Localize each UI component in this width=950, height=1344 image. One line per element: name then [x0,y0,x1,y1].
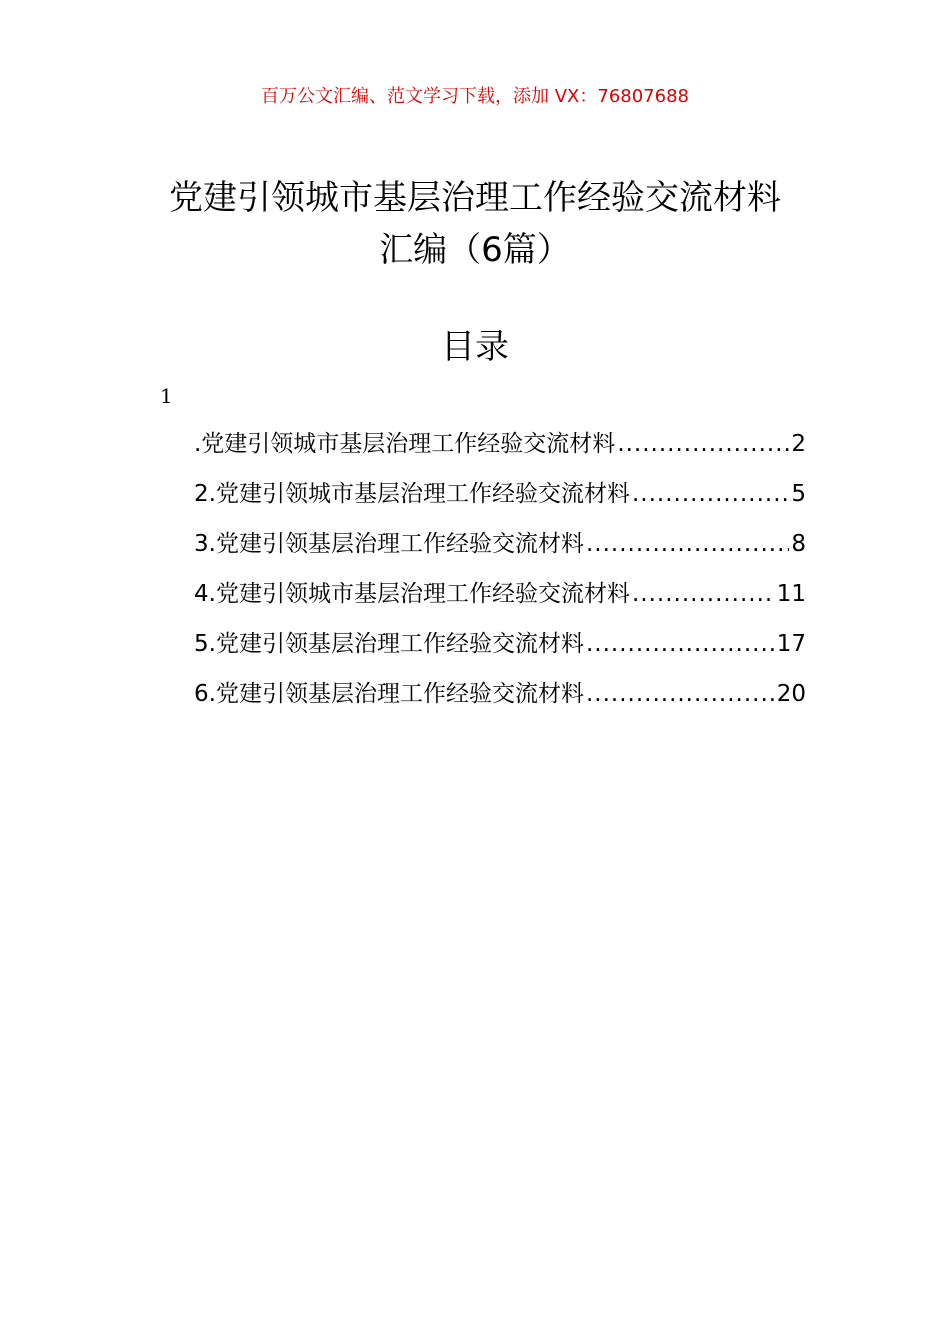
toc-entry-title: 4.党建引领城市基层治理工作经验交流材料 [194,581,630,607]
toc-page-number: 5 [791,481,806,507]
toc-page-number: 17 [776,631,806,657]
toc-dot-leader [632,574,775,614]
toc-entry-1[interactable] [194,424,806,474]
header-note: 百万公文汇编、范文学习下载，添加 VX：76807688 [261,86,689,107]
toc-entry-title: 3.党建引领基层治理工作经验交流材料 [194,531,584,557]
table-of-contents [194,424,806,724]
toc-page-number: 2 [791,431,806,457]
stray-number: 1 [160,384,173,408]
toc-page-number: 11 [776,581,806,607]
toc-entry-6[interactable] [194,674,806,724]
document-title-line-1: 党建引领城市基层治理工作经验交流材料 [169,178,781,218]
toc-entry-title: 2.党建引领城市基层治理工作经验交流材料 [194,481,630,507]
toc-dot-leader [617,424,789,464]
document-title-line-2: 汇编（6篇） [379,230,571,270]
toc-entry-5[interactable] [194,624,806,674]
toc-entry-4[interactable] [194,574,806,624]
toc-dot-leader [586,674,775,714]
toc-dot-leader [586,624,775,664]
toc-dot-leader [632,474,789,514]
toc-page-number: 20 [776,681,806,707]
toc-entry-title: .党建引领城市基层治理工作经验交流材料 [194,431,616,457]
toc-heading: 目录 [441,327,509,367]
toc-entry-2[interactable] [194,474,806,524]
toc-page-number: 8 [791,531,806,557]
toc-entry-title: 5.党建引领基层治理工作经验交流材料 [194,631,584,657]
toc-entry-title: 6.党建引领基层治理工作经验交流材料 [194,681,584,707]
document-title [100,172,850,276]
toc-dot-leader [586,524,789,564]
toc-entry-3[interactable] [194,524,806,574]
